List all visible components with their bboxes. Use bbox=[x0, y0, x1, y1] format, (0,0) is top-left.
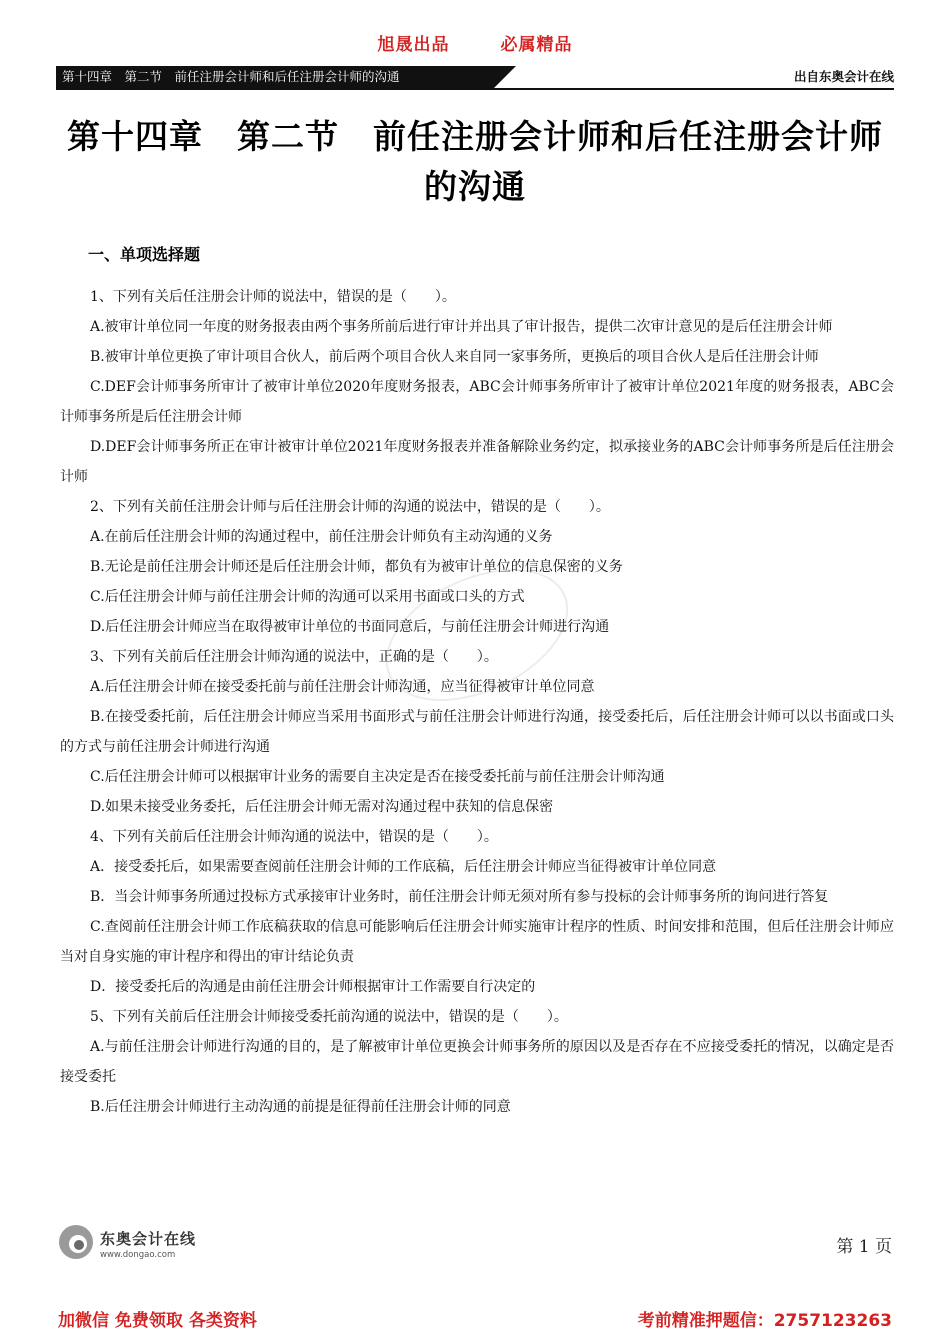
question-3-option-c: C.后任注册会计师可以根据审计业务的需要自主决定是否在接受委托前与前任注册会计师沟通 bbox=[90, 769, 665, 785]
question-2-option-a: A.在前后任注册会计师的沟通过程中，前任注册会计师负有主动沟通的义务 bbox=[90, 529, 553, 545]
logo-url: www.dongao.com bbox=[100, 1250, 176, 1260]
footer-promo-left: 加微信 免费领取 各类资料 bbox=[58, 1311, 257, 1331]
question-2-stem: 2、下列有关前任注册会计师与后任注册会计师的沟通的说法中，错误的是（ ）。 bbox=[90, 499, 610, 515]
question-3-option-b: B.在接受委托前，后任注册会计师应当采用书面形式与前任注册会计师进行沟通，接受委托后，后任注册会计师可以以书面或口头的方式与前任注册会计师进行沟通 bbox=[60, 709, 894, 755]
header-section-label: 第十四章 第二节 前任注册会计师和后任注册会计师的沟通 bbox=[56, 66, 494, 88]
question-1-option-b: B.被审计单位更换了审计项目合伙人，前后两个项目合伙人来自同一家事务所，更换后的项目合伙人是后任注册会计师 bbox=[90, 349, 819, 365]
banner-right: 必属精品 bbox=[500, 35, 573, 55]
banner-left: 旭晟出品 bbox=[377, 35, 450, 55]
running-header bbox=[56, 66, 894, 90]
question-1-option-d: D.DEF会计师事务所正在审计被审计单位2021年度财务报表并准备解除业务约定，拟承接业务的ABC会计师事务所是后任注册会计师 bbox=[60, 439, 894, 485]
question-4-option-c: C.查阅前任注册会计师工作底稿获取的信息可能影响后任注册会计师实施审计程序的性质、时间安排和范围，但后任注册会计师应当对自身实施的审计程序和得出的审计结论负责 bbox=[60, 919, 894, 965]
question-1-option-a: A.被审计单位同一年度的财务报表由两个事务所前后进行审计并出具了审计报告，提供二次审计意见的是后任注册会计师 bbox=[90, 319, 833, 335]
header-source: 出自东奥会计在线 bbox=[793, 69, 894, 84]
question-2-option-d: D.后任注册会计师应当在取得被审计单位的书面同意后，与前任注册会计师进行沟通 bbox=[90, 619, 610, 635]
page-title: 第十四章 第二节 前任注册会计师和后任注册会计师的沟通 bbox=[67, 117, 883, 206]
question-4-option-b: B．当会计师事务所通过投标方式承接审计业务时，前任注册会计师无须对所有参与投标的会计师事务所的询问进行答复 bbox=[90, 889, 829, 905]
logo-name: 东奥会计在线 bbox=[100, 1230, 197, 1248]
question-4-stem: 4、下列有关前后任注册会计师沟通的说法中，错误的是（ ）。 bbox=[90, 829, 498, 845]
header-tab-corner bbox=[494, 66, 516, 88]
question-5-option-b: B.后任注册会计师进行主动沟通的前提是征得前任注册会计师的同意 bbox=[90, 1099, 511, 1115]
question-2-option-c: C.后任注册会计师与前任注册会计师的沟通可以采用书面或口头的方式 bbox=[90, 589, 525, 605]
question-4-option-d: D．接受委托后的沟通是由前任注册会计师根据审计工作需要自行决定的 bbox=[90, 979, 536, 995]
question-2-option-b: B.无论是前任注册会计师还是后任注册会计师，都负有为被审计单位的信息保密的义务 bbox=[90, 559, 623, 575]
dongao-logo bbox=[56, 1222, 206, 1266]
page-number: 第 1 页 bbox=[836, 1237, 892, 1257]
question-3-option-d: D.如果未接受业务委托，后任注册会计师无需对沟通过程中获知的信息保密 bbox=[90, 799, 554, 815]
question-1-option-c: C.DEF会计师事务所审计了被审计单位2020年度财务报表，ABC会计师事务所审计了被审计单位2021年度的财务报表，ABC会计师事务所是后任注册会计师 bbox=[60, 379, 894, 425]
question-5-stem: 5、下列有关前后任注册会计师接受委托前沟通的说法中，错误的是（ ）。 bbox=[90, 1009, 568, 1025]
question-5-option-a: A.与前任注册会计师进行沟通的目的，是了解被审计单位更换会计师事务所的原因以及是否存在不应接受委托的情况，以确定是否接受委托 bbox=[60, 1039, 894, 1085]
question-4-option-a: A．接受委托后，如果需要查阅前任注册会计师的工作底稿，后任注册会计师应当征得被审计单位同意 bbox=[90, 859, 717, 875]
question-1-stem: 1、下列有关后任注册会计师的说法中，错误的是（ ）。 bbox=[90, 289, 456, 305]
question-3-option-a: A.后任注册会计师在接受委托前与前任注册会计师沟通，应当征得被审计单位同意 bbox=[90, 679, 595, 695]
top-banner bbox=[0, 30, 950, 55]
footer-promo-right: 考前精准押题信：2757123263 bbox=[637, 1311, 892, 1331]
dongao-logo-icon bbox=[56, 1222, 96, 1262]
question-list bbox=[60, 282, 894, 1122]
section-heading: 一、单项选择题 bbox=[88, 245, 201, 264]
question-3-stem: 3、下列有关前后任注册会计师沟通的说法中，正确的是（ ）。 bbox=[90, 649, 498, 665]
